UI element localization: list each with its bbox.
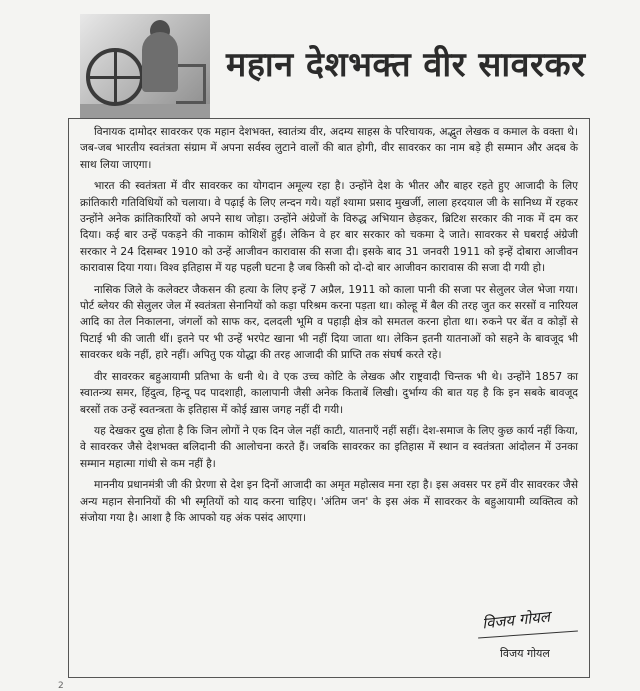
page-number: 2 [58,681,64,691]
person-figure [142,32,178,92]
paragraph-3: नासिक जिले के कलेक्टर जैकसन की हत्या के लिए इन्हें 7 अप्रैल, 1911 को काला पानी की सजा पर सेलुलर जेल भेजा गया। पोर्ट ब्लेयर की सेलुलर जेल में स्वतंत्रता सेनानियों को कड़ा परिश्रम करना पड़ता था। कोल्हू में बैल की तरह जुत कर सरसों व नारियल आदि का तेल निकालना, जंगलों को साफ कर, दलदली भूमि व पहाड़ी क्षेत्र को समतल करना होता था। रुकने पर बेंत व कोड़ों से पिटाई भी की जाती थीं। इतने पर भी उन्हें भरपेट खाना भी नहीं दिया जाता था। लेकिन इतनी यातनाओं को सहने के बावजूद भी सावरकर थके नहीं, हारे नहीं। अपितु एक योद्धा की तरह आजादी की प्राप्ति तक संघर्ष करते रहे। [80,283,578,362]
article-body [80,124,578,531]
paragraph-5: यह देखकर दुख होता है कि जिन लोगों ने एक दिन जेल नहीं काटी, यातनाएँ नहीं सहीं। देश-समाज के लिए कुछ कार्य नहीं किया, वे सावरकर जैसे देशभक्त बलिदानी की आलोचना करते हैं। जबकि सावरकर का इतिहास में स्थान व स्वतंत्रता आंदोलन में उनका सम्मान महात्मा गांधी से कम नहीं है। [80,424,578,470]
paragraph-6: माननीय प्रधानमंत्री जी की प्रेरणा से देश इन दिनों आजादी का अमृत महोत्सव मना रहा है। इस अवसर पर हमें वीर सावरकर जैसे अन्य महान सेनानियों की भी स्मृतियों को याद करना चाहिए। 'अंतिम जन' के इस अंक में सावरकर के बहुआयामी व्यक्तित्व को संजोया गया है। आशा है कि आपको यह अंक पसंद आएगा। [80,479,578,524]
header-photo [80,14,210,118]
signer-name: विजय गोयल [500,647,550,660]
handwritten-signature: विजय गोयल [481,607,551,633]
charkha-wheel-icon [86,48,144,106]
charkha-frame [176,64,206,104]
page-title: महान देशभक्त वीर सावरकर [226,45,586,85]
paragraph-4: वीर सावरकर बहुआयामी प्रतिभा के धनी थे। वे एक उच्च कोटि के लेखक और राष्ट्रवादी चिन्तक भी थे। उन्होंने 1857 का स्वातन्त्र्य समर, हिंदुत्व, हिन्दू पद पादशाही, कालापानी जैसी अनेक किताबें लिखी। दुर्भाग्य की बात यह है कि इन सबके बावजूद बरसों तक उन्हें स्वतन्त्रता के इतिहास में कोई ख़ास जगह नहीं दी गयी। [80,370,578,416]
paragraph-1: विनायक दामोदर सावरकर एक महान देशभक्त, स्वातंत्र्य वीर, अदम्य साहस के परिचायक, अद्भुत लेखक व कमाल के वक्ता थे। जब-जब भारतीय स्वतंत्रता संग्राम में अपना सर्वस्व लुटाने वालों की बात होगी, वीर सावरकर का नाम बड़े ही सम्मान और अदब के साथ लिया जाएगा। [80,126,578,171]
photo-base [80,104,210,118]
paragraph-2: भारत की स्वतंत्रता में वीर सावरकर का योगदान अमूल्य रहा है। उन्होंने देश के भीतर और बाहर रहते हुए आजादी के लिए क्रांतिकारी गतिविधियों को चलाया। वे पढ़ाई के लिए लन्दन गये। यहाँ श्यामा प्रसाद मुखर्जी, लाला हरदयाल जी के सानिध्य में रहकर उन्होंने अनेक क्रांतिकारियों को अपने साथ जोड़ा। उन्होंने अंग्रेजों के विरुद्ध अभियान छेड़कर, ब्रिटिश सरकार की नाक में दम कर दिया। कई बार उन्हें पकड़ने की नाकाम कोशिशें हुईं। लेकिन वे हर बार सरकार को चकमा दे जाते। सावरकर से घबराई अंग्रेजी सरकार ने 24 दिसम्बर 1910 को उन्हें आजीवन कारावास की सजा दी। इसके बाद 31 जनवरी 1911 को इन्हें दोबारा आजीवन कारावास दिया गया। विश्व इतिहास में यह पहली घटना है जब किसी को दो-दो बार आजीवन कारावास की सजा दी गयी हो। [80,180,578,275]
